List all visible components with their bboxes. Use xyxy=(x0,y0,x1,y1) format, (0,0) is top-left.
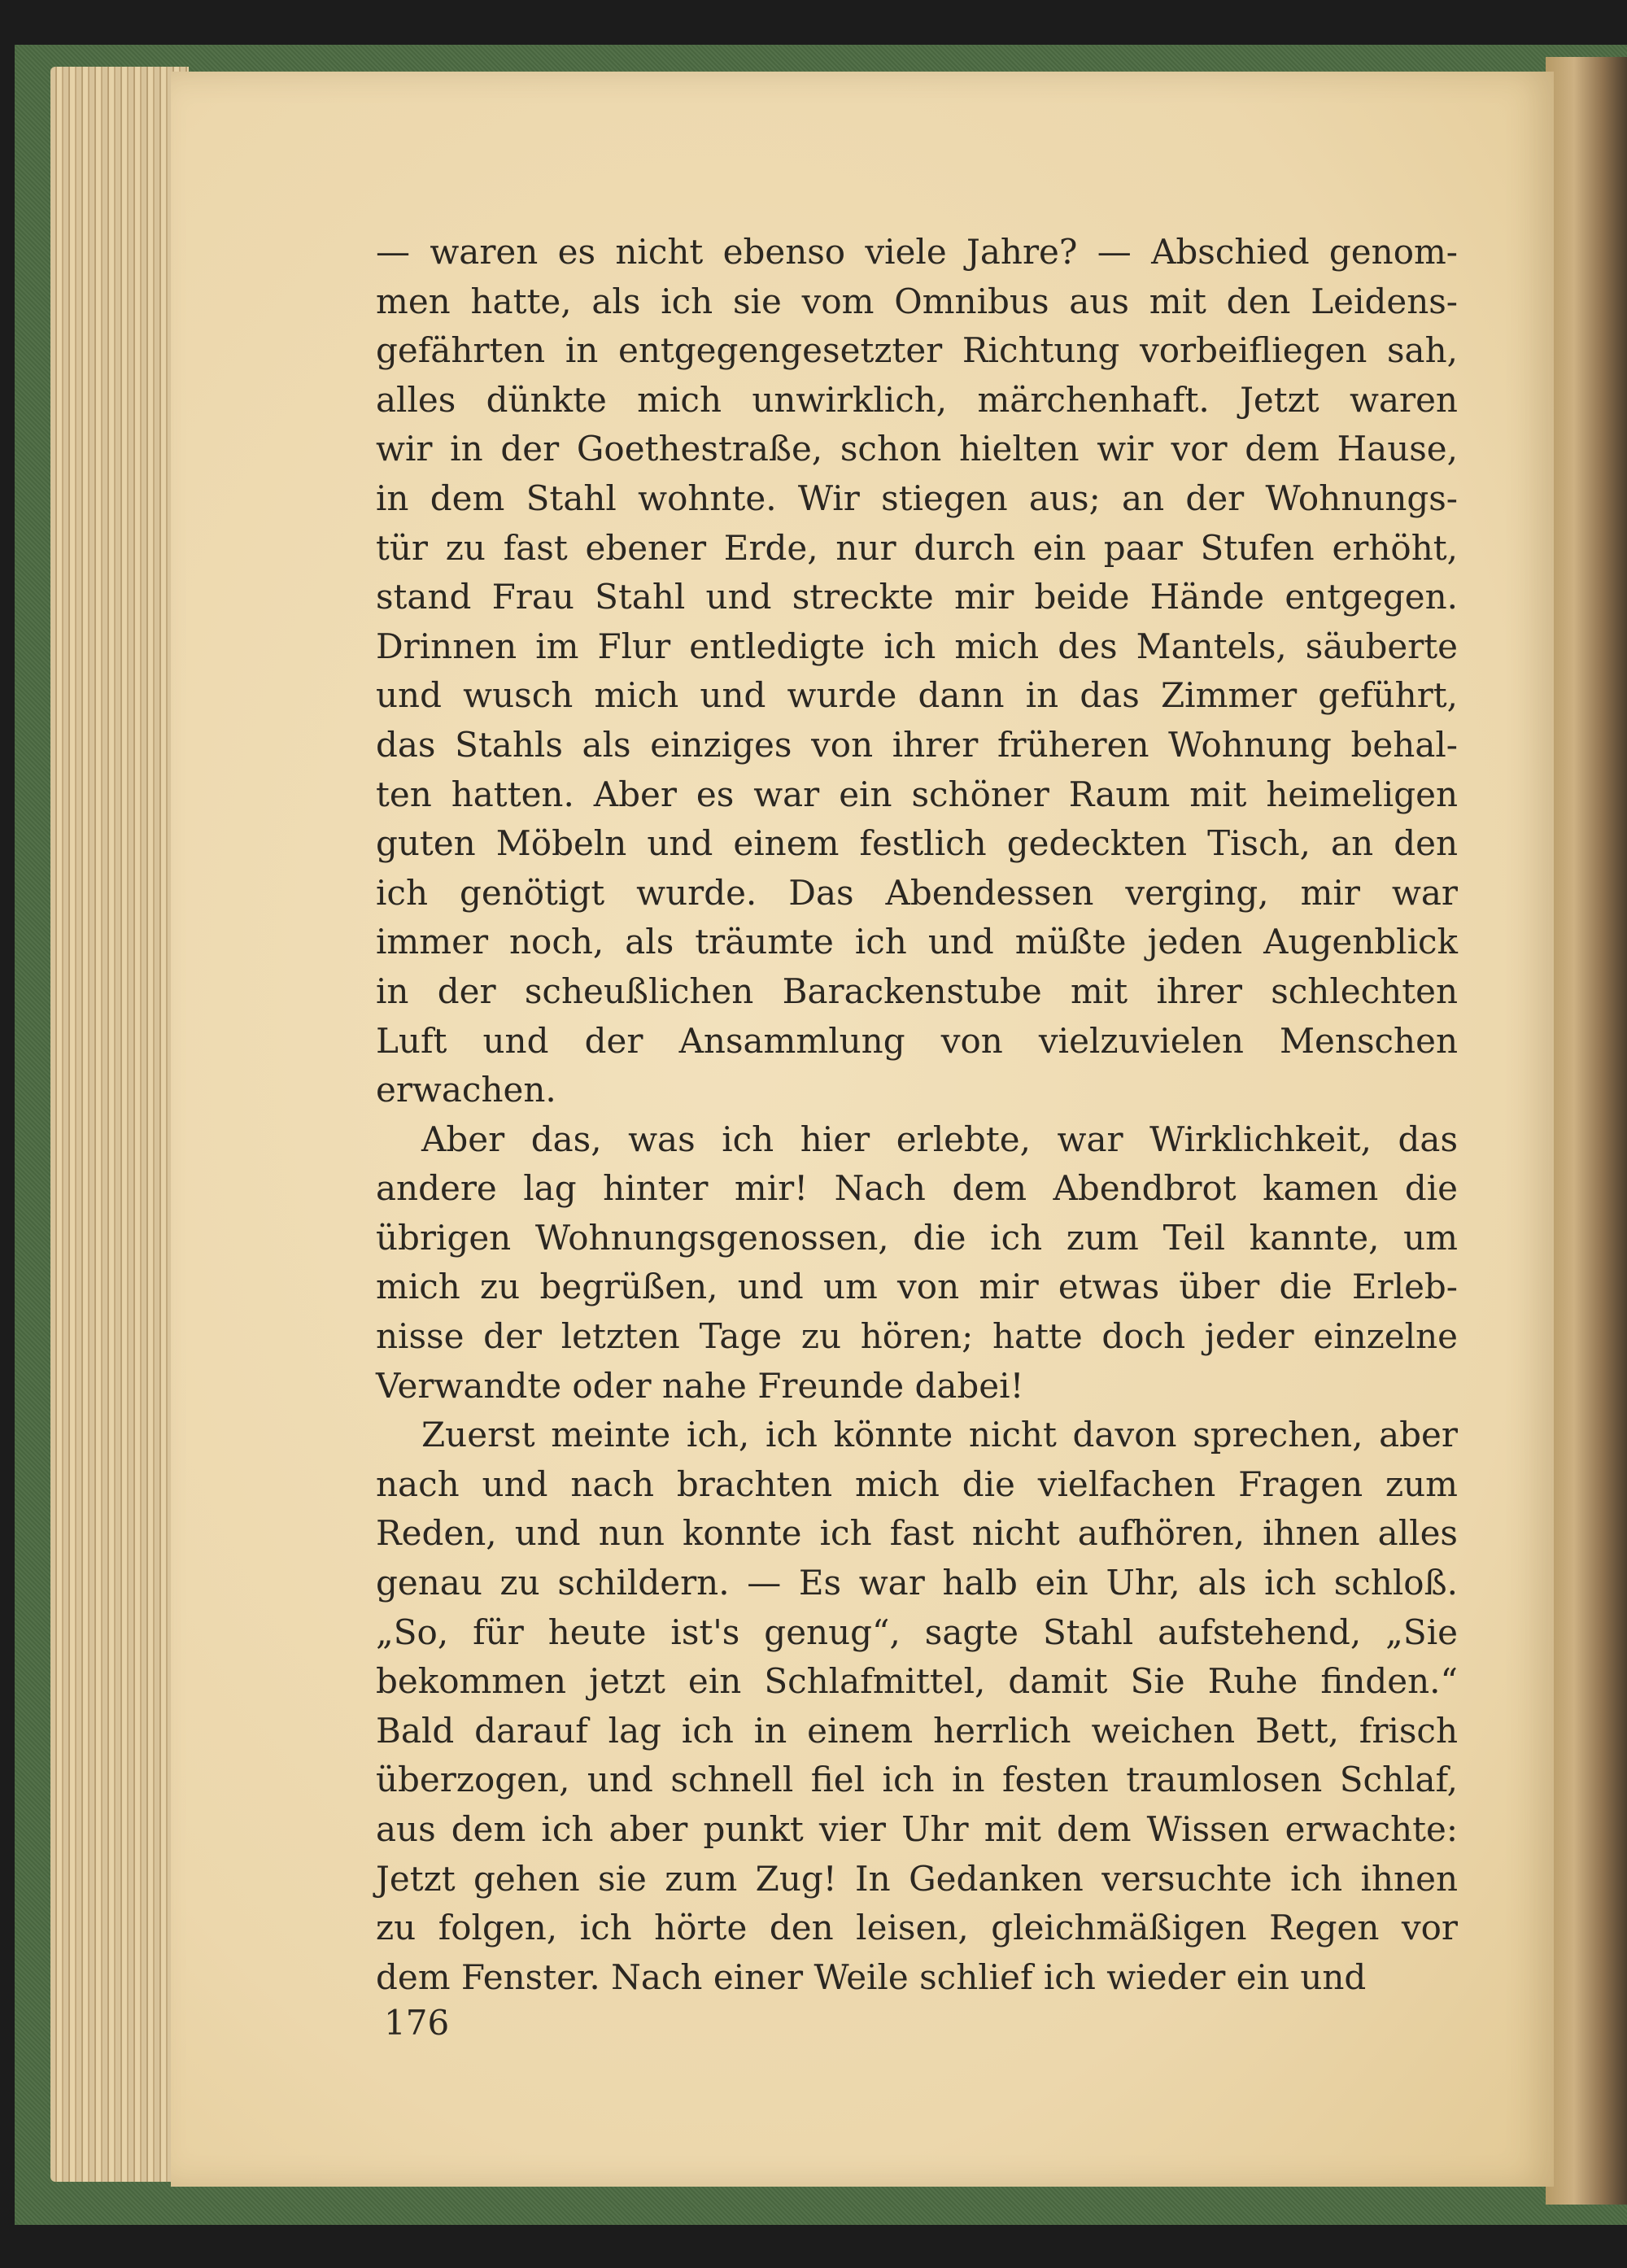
text-line: tür zu fast ebener Erde, nur durch ein paar Stufen erhöht, xyxy=(376,527,1458,568)
text-line: stand Frau Stahl und streckte mir beide Hände entgegen. xyxy=(376,577,1458,617)
body-text xyxy=(376,228,1458,2002)
paragraph xyxy=(376,1115,1458,1411)
text-line: erwachen. xyxy=(376,1070,556,1110)
text-line: Aber das, was ich hier erlebte, war Wirklichkeit, das xyxy=(421,1119,1458,1159)
text-line: immer noch, als träumte ich und müßte jeden Augenblick xyxy=(376,922,1458,962)
text-line: in der scheußlichen Barackenstube mit ihrer schlechten xyxy=(376,970,1458,1011)
text-line: mich zu begrüßen, und um von mir etwas über die Erleb- xyxy=(376,1267,1458,1307)
text-line: und wusch mich und wurde dann in das Zimmer geführt, xyxy=(376,675,1458,716)
text-line: dem Fenster. Nach einer Weile schlief ich wieder ein und xyxy=(376,1956,1367,1997)
text-line: wir in der Goethestraße, schon hielten wir vor dem Hause, xyxy=(376,429,1458,469)
text-line: übrigen Wohnungsgenossen, die ich zum Teil kannte, um xyxy=(376,1217,1458,1258)
text-line: in dem Stahl wohnte. Wir stiegen aus; an der Wohnungs- xyxy=(376,478,1458,518)
text-line: Luft und der Ansammlung von vielzuvielen Menschen xyxy=(376,1020,1458,1061)
text-line: nisse der letzten Tage zu hören; hatte doch jeder einzelne xyxy=(376,1316,1458,1357)
text-line: ten hatten. Aber es war ein schöner Raum mit heimeligen xyxy=(376,774,1458,814)
text-line: Drinnen im Flur entledigte ich mich des Mantels, säuberte xyxy=(376,626,1458,666)
text-line: bekommen jetzt ein Schlafmittel, damit Sie Ruhe finden.“ xyxy=(376,1661,1458,1702)
text-line: genau zu schildern. — Es war halb ein Uhr, als ich schloß. xyxy=(376,1563,1458,1603)
text-line: Bald darauf lag ich in einem herrlich weichen Bett, frisch xyxy=(376,1710,1458,1751)
text-line: „So, für heute ist's genug“, sagte Stahl aufstehend, „Sie xyxy=(376,1612,1458,1652)
text-line: alles dünkte mich unwirklich, märchenhaft. Jetzt waren xyxy=(376,379,1458,420)
paragraph xyxy=(376,1411,1458,2002)
text-line: überzogen, und schnell fiel ich in festen traumlosen Schlaf, xyxy=(376,1760,1458,1800)
text-line: das Stahls als einziges von ihrer früheren Wohnung behal- xyxy=(376,724,1458,765)
text-line: nach und nach brachten mich die vielfachen Fragen zum xyxy=(376,1463,1458,1504)
text-line: ich genötigt wurde. Das Abendessen verging, mir war xyxy=(376,872,1458,913)
book-gutter xyxy=(1546,57,1627,2205)
text-line: guten Möbeln und einem festlich gedeckten Tisch, an den xyxy=(376,823,1458,864)
text-line: Jetzt gehen sie zum Zug! In Gedanken versuchte ich ihnen xyxy=(376,1858,1458,1899)
paragraph xyxy=(376,228,1458,1115)
text-line: Zuerst meinte ich, ich könnte nicht davon sprechen, aber xyxy=(421,1415,1458,1455)
text-line: gefährten in entgegengesetzter Richtung vorbeifliegen sah, xyxy=(376,330,1458,371)
text-line: zu folgen, ich hörte den leisen, gleichmäßigen Regen vor xyxy=(376,1908,1458,1948)
text-line: Verwandte oder nahe Freunde dabei! xyxy=(376,1365,1024,1406)
text-line: men hatte, als ich sie vom Omnibus aus mit den Leidens- xyxy=(376,281,1458,321)
text-line: aus dem ich aber punkt vier Uhr mit dem Wissen erwachte: xyxy=(376,1809,1458,1849)
text-line: — waren es nicht ebenso viele Jahre? — Abschied genom- xyxy=(376,232,1458,272)
text-line: andere lag hinter mir! Nach dem Abendbrot kamen die xyxy=(376,1168,1458,1209)
page-number: 176 xyxy=(384,2003,450,2043)
text-line: Reden, und nun konnte ich fast nicht aufhören, ihnen alles xyxy=(376,1513,1458,1554)
page-edges xyxy=(50,67,189,2182)
